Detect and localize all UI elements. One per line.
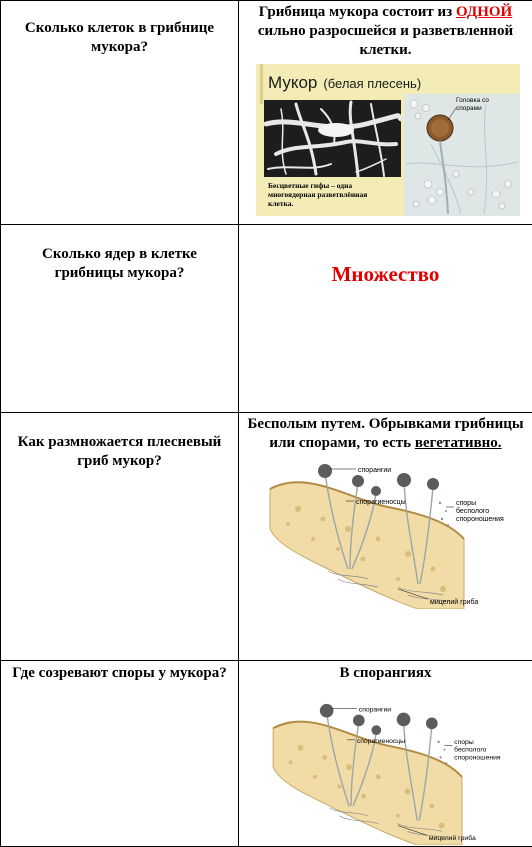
mucor-reproduction-figure [268,459,508,609]
question-cell [1,413,239,661]
label-sporangiophores: спорагиеносцы [356,499,406,506]
question-text: Сколько ядер в клетке грибницы мукора? [42,246,197,281]
answer-highlight: ОДНОЙ [455,4,513,20]
table-row [1,225,532,413]
label-spores: споры бесполого спороношения [456,500,504,523]
question-cell [1,661,239,847]
label-sporangia: спорангии [358,706,392,714]
label-sporangia: спорангии [358,467,392,474]
answer-text: Грибница мукора состоит из ОДНОЙ сильно разросшейся и разветвленной клетки. [257,4,514,58]
question-cell [1,1,239,225]
answer-text: Бесполым путем. Обрывками грибницы или спорами, то есть вегетативно. [247,416,524,451]
answer-cell [239,225,532,413]
label-spores: споры бесполого спороношения [454,738,501,762]
mucor-sporangia-figure [268,699,508,845]
answer-text: В спорангиях [339,665,432,681]
question-text: Где созревают споры у мукора? [12,665,227,681]
answer-text: Множество [331,262,440,286]
table-row [1,413,532,661]
label-mycelium: мицелий гриба [428,835,476,843]
answer-cell [239,1,532,225]
figure-title: Мукор (белая плесень) [268,73,422,92]
question-cell [1,225,239,413]
table-row [1,1,532,225]
question-text: Сколько клеток в грибнице мукора? [24,20,215,55]
mucor-microscope-figure [256,64,520,216]
figure-caption: Бесцветные гифы – одна многоядерная разветвлённая клетка. [268,181,368,208]
answer-cell [239,413,532,661]
label-sporangiophores: спорагиеносцы [356,737,406,745]
label-mycelium: мицелий гриба [430,599,479,606]
table-row [1,661,532,847]
figure-label: Головка со спорами [456,97,489,112]
answer-cell [239,661,532,847]
question-text: Как размножается плесневый гриб мукор? [17,434,222,469]
answer-underlined: вегетативно. [414,435,502,451]
